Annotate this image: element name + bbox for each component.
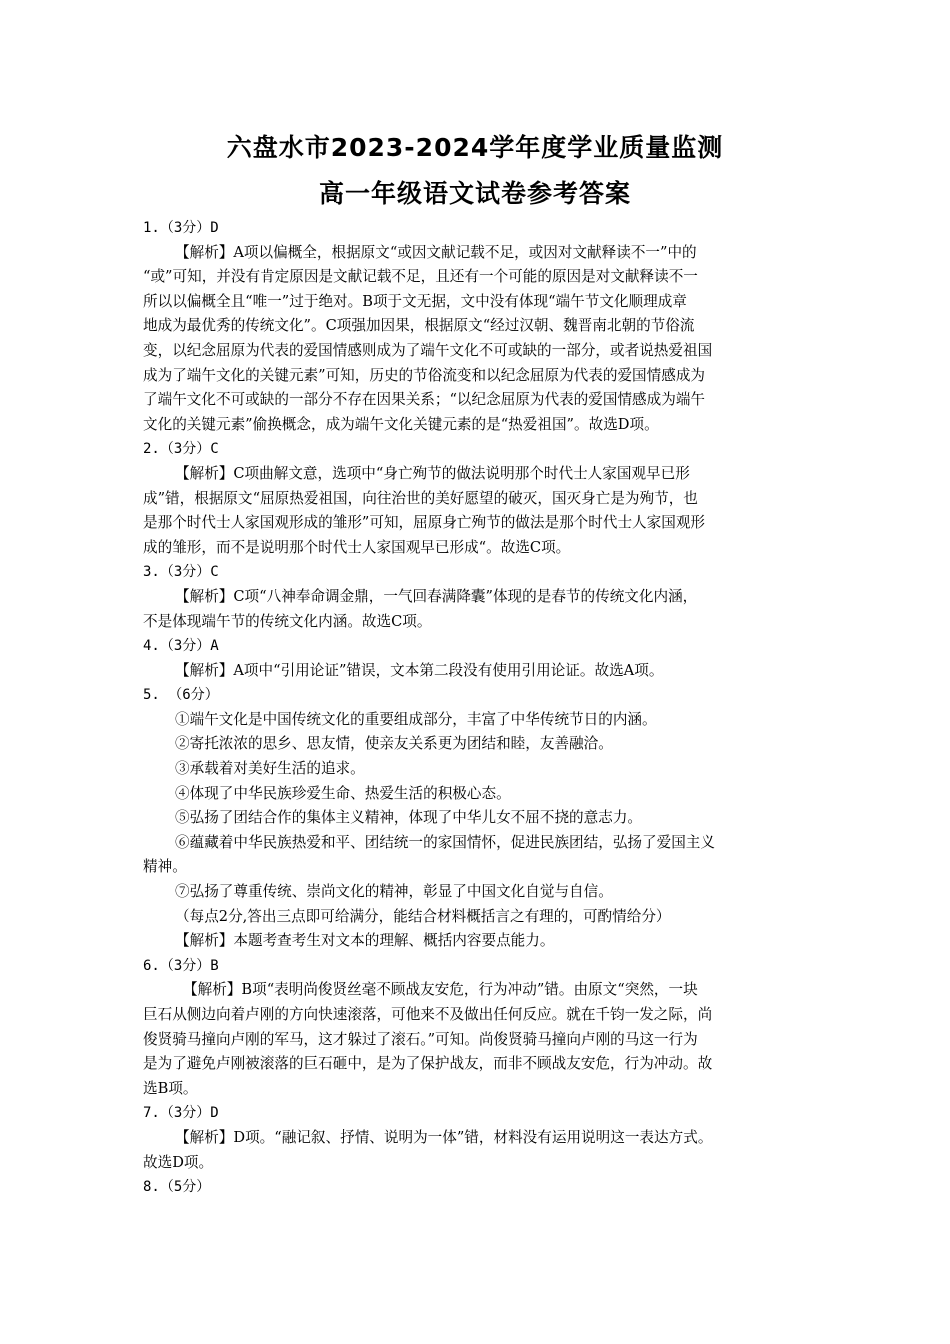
question-5-heading: 5. （6分） [143, 687, 219, 704]
question-1-heading: 1.（3分）D [143, 220, 219, 236]
question-2-line: 【解析】C项曲解文意，选项中“身亡殉节的做法说明那个时代士人家国观早已形 [175, 464, 690, 482]
question-5-point: 精神。 [143, 858, 187, 876]
question-7-heading: 7.（3分）D [143, 1105, 219, 1122]
question-4-line: 【解析】A项中“引用论证”错误，文本第二段没有使用引用论证。故选A项。 [175, 661, 664, 679]
question-2-line: 是那个时代士人家国观形成的雏形”可知，屈原身亡殉节的做法是那个时代士人家国观形 [143, 514, 706, 532]
question-2-line: 成”错，根据原文“屈原热爱祖国，向往治世的美好愿望的破灭，国灭身亡是为殉节，也 [143, 489, 698, 507]
question-3-line: 【解析】C项“八神奉命调金鼎，一气回春满降囊”体现的是春节的传统文化内涵， [175, 587, 698, 605]
question-2-heading: 2.（3分）C [143, 441, 219, 458]
question-5-scoring-note: （每点2分,答出三点即可给满分，能结合材料概括言之有理的，可酌情给分） [175, 907, 671, 925]
page-subtitle: 高一年级语文试卷参考答案 [318, 179, 631, 208]
question-3-line: 不是体现端午节的传统文化内涵。故选C项。 [143, 612, 432, 630]
question-5-point: ③承载着对美好生活的追求。 [175, 760, 365, 778]
question-5-point: ⑦弘扬了尊重传统、崇尚文化的精神，彰显了中国文化自觉与自信。 [175, 883, 613, 901]
question-5-point: ⑥蕴藏着中华民族热爱和平、团结统一的家国情怀，促进民族团结，弘扬了爱国主义 [175, 833, 715, 851]
question-1-line: 地成为最优秀的传统文化”。C项强加因果，根据原文“经过汉朝、魏晋南北朝的节俗流 [143, 317, 695, 335]
question-6-heading: 6.（3分）B [143, 957, 219, 974]
question-6-line: 俊贤骑马撞向卢刚的军马，这才躲过了滚石。”可知。尚俊贤骑马撞向卢刚的马这一行为 [143, 1030, 698, 1048]
question-1-line: 文化的关键元素”偷换概念，成为端午文化关键元素的是“热爱祖国”。故选D项。 [143, 415, 659, 433]
question-1-line: “或”可知，并没有肯定原因是文献记载不足，且还有一个可能的原因是对文献释读不一 [143, 268, 698, 286]
page-title: 六盘水市2023-2024学年度学业质量监测 [226, 133, 724, 162]
question-6-line: 是为了避免卢刚被滚落的巨石砸中，是为了保护战友，而非不顾战友安危，行为冲动。故 [143, 1055, 713, 1073]
question-5-point: ①端午文化是中国传统文化的重要组成部分，丰富了中华传统节日的内涵。 [175, 710, 657, 728]
question-7-line: 【解析】D项。“融记叙、抒情、说明为一体”错，材料没有运用说明这一表达方式。 [175, 1128, 713, 1146]
answer-content [143, 216, 828, 1200]
question-6-line: 选B项。 [143, 1079, 198, 1097]
question-8-heading: 8.（5分） [143, 1179, 211, 1196]
question-7-line: 故选D项。 [143, 1153, 214, 1171]
question-1-line: 成为了端午文化的关键元素”可知，历史的节俗流变和以纪念屈原为代表的爱国情感成为 [143, 366, 706, 384]
question-3-heading: 3.（3分）C [143, 564, 219, 581]
question-1-line: 【解析】A项以偏概全，根据原文“或因文献记载不足，或因对文献释读不一”中的 [175, 243, 697, 261]
question-2-line: 成的雏形，而不是说明那个时代士人家国观早已形成“。故选C项。 [143, 538, 571, 556]
question-6-line: 【解析】B项“表明尚俊贤丝毫不顾战友安危，行为冲动”错。由原文“突然，一块 [183, 981, 698, 999]
question-1-line: 了端午文化不可或缺的一部分不存在因果关系；“以纪念屈原为代表的爱国情感成为端午 [143, 391, 706, 409]
question-5-line: 【解析】本题考查考生对文本的理解、概括内容要点能力。 [175, 932, 555, 950]
question-6-line: 巨石从侧边向着卢刚的方向快速滚落，可他来不及做出任何反应。就在千钧一发之际，尚 [143, 1006, 713, 1023]
question-5-point: ④体现了中华民族珍爱生命、热爱生活的积极心态。 [175, 784, 511, 802]
question-1-line: 变，以纪念屈原为代表的爱国情感则成为了端午文化不可或缺的一部分，或者说热爱祖国 [143, 341, 713, 359]
question-5-point: ②寄托浓浓的思乡、思友情，使亲友关系更为团结和睦，友善融洽。 [175, 735, 613, 753]
question-1-line: 所以以偏概全且“唯一”过于绝对。B项于文无据，文中没有体现“端午节文化顺理成章 [143, 292, 687, 310]
question-5-point: ⑤弘扬了团结合作的集体主义精神，体现了中华儿女不屈不挠的意志力。 [175, 809, 643, 827]
question-4-heading: 4.（3分）A [143, 638, 219, 655]
